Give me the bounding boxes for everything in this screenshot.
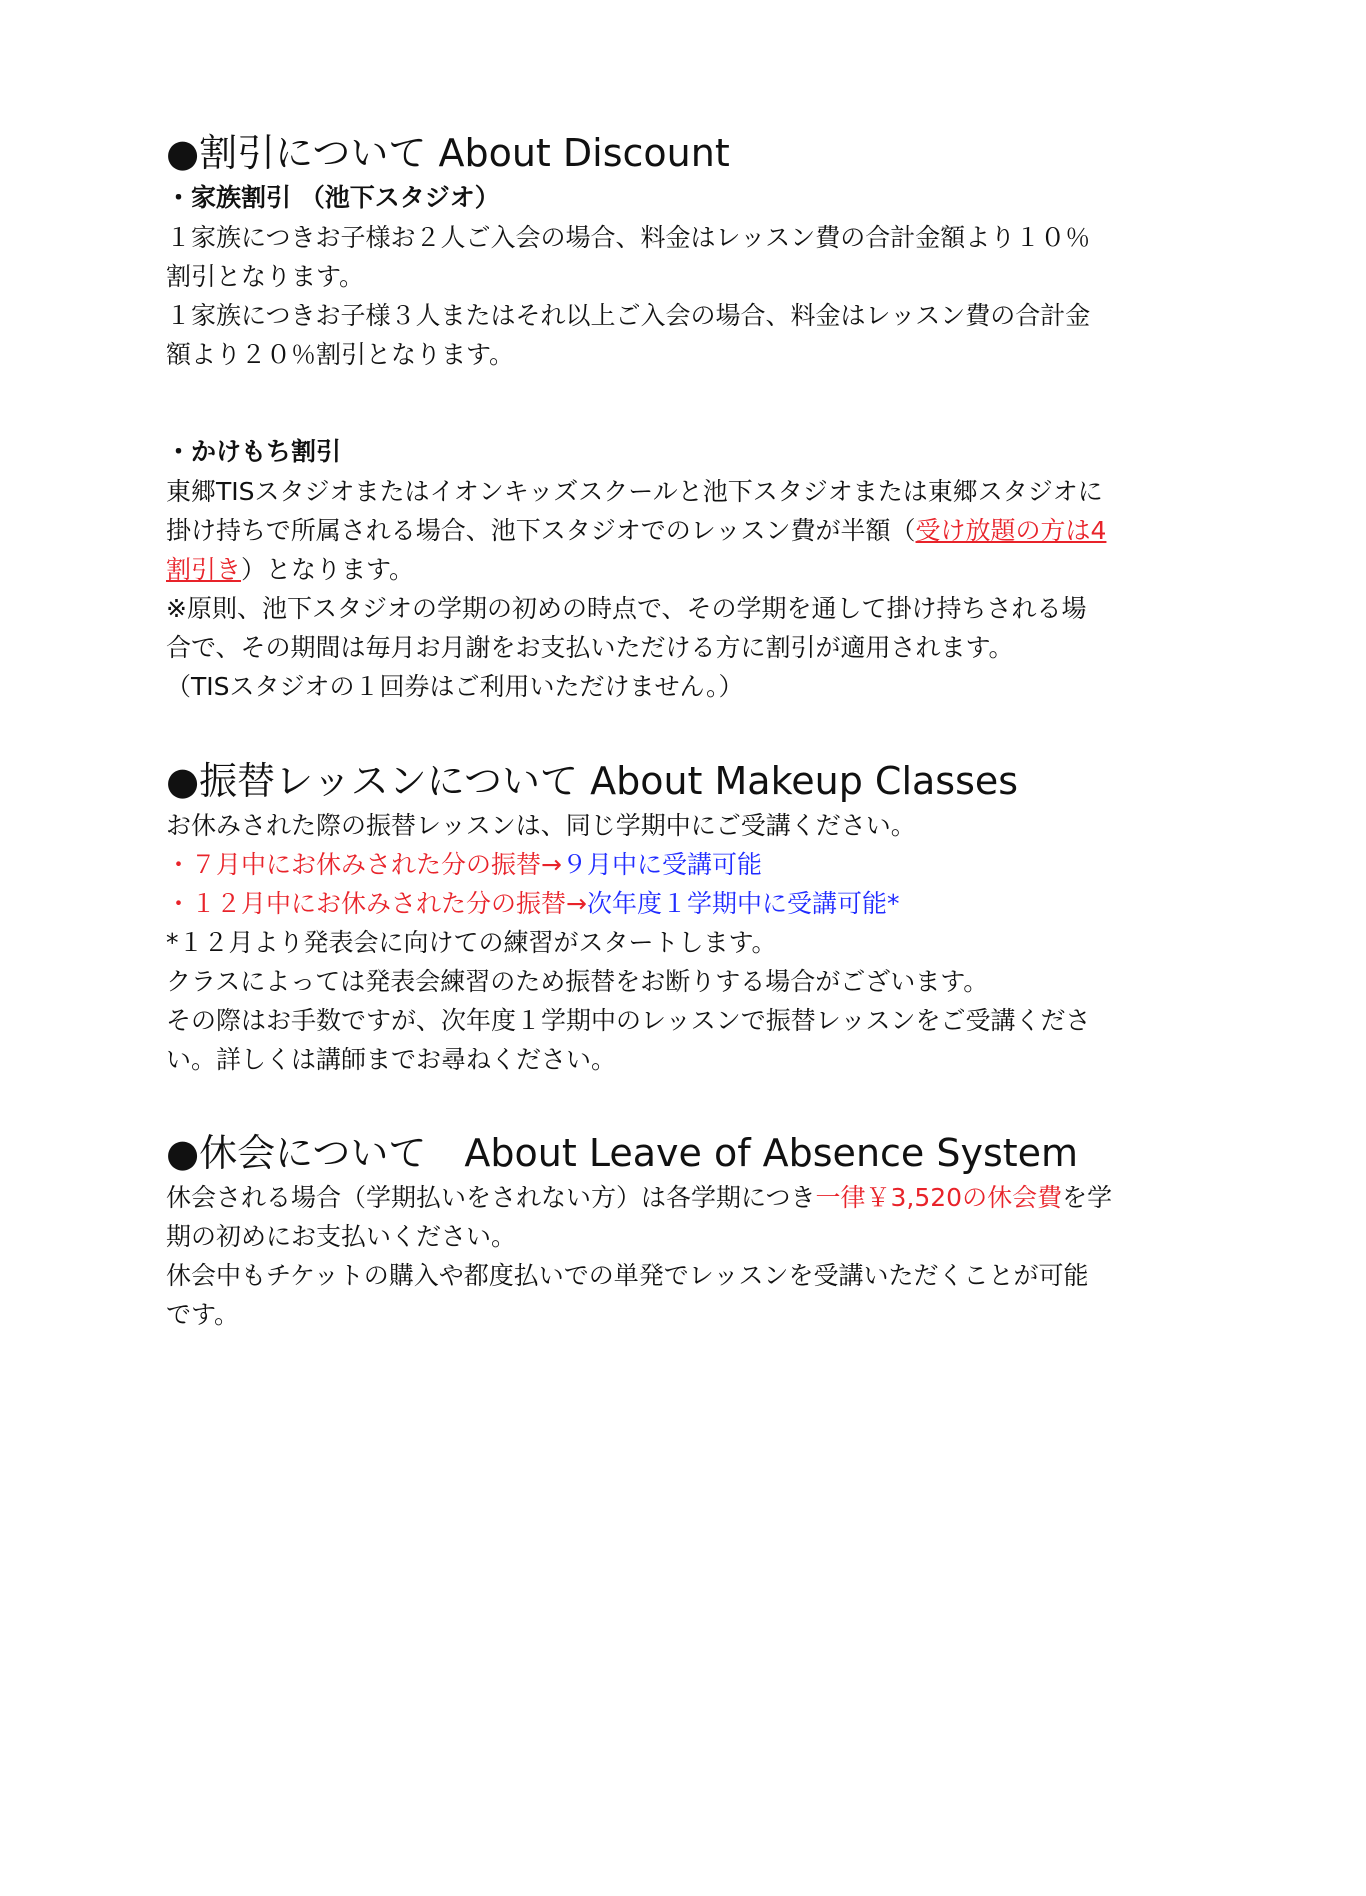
makeup-rule-blue: ９月中に受講可能 xyxy=(561,850,762,879)
makeup-intro: お休みされた際の振替レッスンは、同じ学期中にご受講ください。 xyxy=(166,811,916,840)
kakemochi-line-text: 掛け持ちで所属される場合、池下スタジオでのレッスン費が半額（ xyxy=(166,516,916,545)
spacer xyxy=(166,374,1106,432)
kakemochi-discount-heading: ・かけもち割引 xyxy=(166,437,342,466)
leave-line-text: を学 xyxy=(1062,1183,1113,1212)
leave-section xyxy=(166,1128,1112,1334)
kakemochi-line: 東郷TISスタジオまたはイオンキッズスクールと池下スタジオまたは東郷スタジオに xyxy=(166,477,1103,506)
makeup-rule-red: ・７月中にお休みされた分の振替→ xyxy=(166,850,562,879)
leave-fee: 一律￥3,520の休会費 xyxy=(815,1183,1063,1212)
makeup-rule-red: ・１２月中にお休みされた分の振替→ xyxy=(166,889,587,918)
leave-line: です。 xyxy=(166,1300,240,1329)
family-discount-line: 額より２０％割引となります。 xyxy=(166,340,515,369)
kakemochi-note: ※原則、池下スタジオの学期の初めの時点で、その学期を通して掛け持ちされる場 xyxy=(166,594,1087,623)
leave-line-text: 休会される場合（学期払いをされない方）は各学期につき xyxy=(166,1183,816,1212)
makeup-note: クラスによっては発表会練習のため振替をお断りする場合がございます。 xyxy=(166,967,989,996)
discount-title: ●割引について About Discount xyxy=(166,131,730,175)
family-discount-line: 割引となります。 xyxy=(166,262,365,291)
kakemochi-note: 合で、その期間は毎月お月謝をお支払いただける方に割引が適用されます。 xyxy=(166,633,1014,662)
leave-line: 休会中もチケットの購入や都度払いでの単発でレッスンを受講いただくことが可能 xyxy=(166,1261,1089,1290)
makeup-note: *１２月より発表会に向けての練習がスタートします。 xyxy=(166,928,777,957)
makeup-note: その際はお手数ですが、次年度１学期中のレッスンで振替レッスンをご受講くださ xyxy=(166,1006,1091,1035)
unlimited-discount-link[interactable]: 受け放題の方は4 xyxy=(915,516,1107,545)
leave-title: ●休会について About Leave of Absence System xyxy=(166,1131,1079,1175)
makeup-note: い。詳しくは講師までお尋ねください。 xyxy=(166,1045,617,1074)
unlimited-discount-link[interactable]: 割引き xyxy=(166,555,242,584)
leave-line: 期の初めにお支払いください。 xyxy=(166,1222,517,1251)
makeup-section xyxy=(166,756,1091,1079)
makeup-rule-december xyxy=(166,884,1091,923)
makeup-title: ●振替レッスンについて About Makeup Classes xyxy=(166,759,1019,803)
family-discount-heading: ・家族割引 （池下スタジオ） xyxy=(166,183,500,212)
leave-line xyxy=(166,1178,1112,1217)
kakemochi-line xyxy=(166,550,1106,589)
makeup-rule-blue: 次年度１学期中に受講可能* xyxy=(586,889,900,918)
family-discount-line: １家族につきお子様３人またはそれ以上ご入会の場合、料金はレッスン費の合計金 xyxy=(166,301,1091,330)
family-discount-line: １家族につきお子様お２人ご入会の場合、料金はレッスン費の合計金額より１０％ xyxy=(166,223,1091,252)
discount-section xyxy=(166,128,1106,706)
kakemochi-line-text: ）となります。 xyxy=(241,555,415,584)
makeup-rule-july xyxy=(166,845,1091,884)
kakemochi-note: （TISスタジオの１回券はご利用いただけません。） xyxy=(166,672,744,701)
kakemochi-line xyxy=(166,511,1106,550)
